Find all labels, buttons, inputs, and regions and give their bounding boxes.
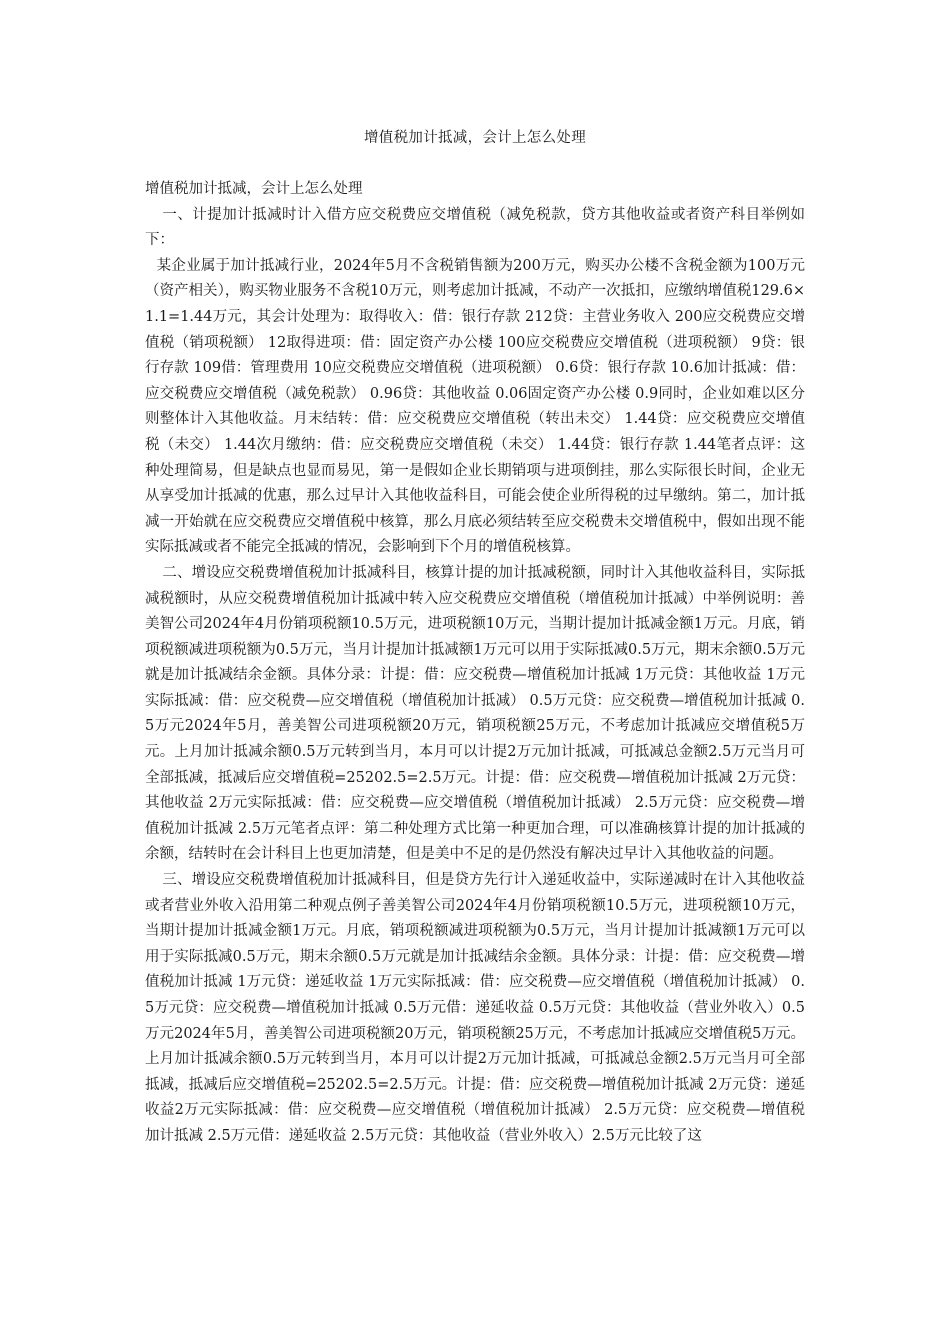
section-one-heading: 一、计提加计抵减时计入借方应交税费应交增值税（减免税款，贷方其他收益或者资产科目举例如下： xyxy=(145,206,805,249)
section-one-example: 某企业属于加计抵减行业，2024年5月不含税销售额为200万元，购买办公楼不含税金额为100万元（资产相关），购买物业服务不含税10万元，则考虑加计抵减，不动产一次抵扣，应缴纳增值税129.6×1.1=1.44万元，其会计处理为：取得收入：借：银行存款 212贷：主营业务收入 200应交税费应交增值税（销项税额） 12取得进项：借：固定资产办公楼 100应交税费应交增值税（进项税额） 9贷：银行存款 109借：管理费用 10应交税费应交增值税（进项税额） 0.6贷：银行存款 10.6加计抵减：借：应交税费应交增值税（减免税款） 0.96贷：其他收益 0.06固定资产办公楼 0.9同时，企业如难以区分则整体计入其他收益。月末结转：借：应交税费应交增值税（转出未交） 1.44贷：应交税费应交增值税（未交） 1.44次月缴纳：借：应交税费应交增值税（未交） 1.44贷：银行存款 1.44笔者点评：这种处理简易，但是缺点也显而易见，第一是假如企业长期销项与进项倒挂，那么实际很长时间，企业无从享受加计抵减的优惠，那么过早计入其他收益科目，可能会使企业所得税的过早缴纳。第二，加计抵减一开始就在应交税费应交增值税中核算，那么月底必须结转至应交税费未交增值税中，假如出现不能实际抵减或者不能完全抵减的情况，会影响到下个月的增值税核算。 xyxy=(145,257,805,556)
document-body xyxy=(145,177,805,1150)
section-two-paragraph: 二、增设应交税费增值税加计抵减科目，核算计提的加计抵减税额，同时计入其他收益科目，实际抵减税额时，从应交税费增值税加计抵减中转入应交税费应交增值税（增值税加计抵减）中举例说明：善美智公司2024年4月份销项税额10.5万元，进项税额10万元，当期计提加计抵减金额1万元。月底，销项税额减进项税额为0.5万元，当月计提加计抵减额1万元可以用于实际抵减0.5万元，期末余额0.5万元就是加计抵减结余金额。具体分录：计提：借：应交税费—增值税加计抵减 1万元贷：其他收益 1万元实际抵减：借：应交税费—应交增值税（增值税加计抵减） 0.5万元贷：应交税费—增值税加计抵减 0.5万元2024年5月，善美智公司进项税额20万元，销项税额25万元，不考虑加计抵减应交增值税5万元。上月加计抵减余额0.5万元转到当月，本月可以计提2万元加计抵减，可抵减总金额2.5万元当月可全部抵减，抵减后应交增值税=25202.5=2.5万元。计提：借：应交税费—增值税加计抵减 2万元贷：其他收益 2万元实际抵减：借：应交税费—应交增值税（增值税加计抵减） 2.5万元贷：应交税费—增值税加计抵减 2.5万元笔者点评：第二种处理方式比第一种更加合理，可以准确核算计提的加计抵减的余额，结转时在会计科目上也更加清楚，但是美中不足的是仍然没有解决过早计入其他收益的问题。 xyxy=(145,564,805,863)
section-three-paragraph: 三、增设应交税费增值税加计抵减科目，但是贷方先行计入递延收益中，实际递减时在计入其他收益或者营业外收入沿用第二种观点例子善美智公司2024年4月份销项税额10.5万元，进项税额10万元，当期计提加计抵减金额1万元。月底，销项税额减进项税额为0.5万元，当月计提加计抵减额1万元可以用于实际抵减0.5万元，期末余额0.5万元就是加计抵减结余金额。具体分录：计提：借：应交税费—增值税加计抵减 1万元贷：递延收益 1万元实际抵减：借：应交税费—应交增值税（增值税加计抵减） 0.5万元贷：应交税费—增值税加计抵减 0.5万元借：递延收益 0.5万元贷：其他收益（营业外收入）0.5万元2024年5月，善美智公司进项税额20万元，销项税额25万元，不考虑加计抵减应交增值税5万元。上月加计抵减余额0.5万元转到当月，本月可以计提2万元加计抵减，可抵减总金额2.5万元当月可全部抵减，抵减后应交增值税=25202.5=2.5万元。计提：借：应交税费—增值税加计抵减 2万元贷：递延收益2万元实际抵减：借：应交税费—应交增值税（增值税加计抵减） 2.5万元贷：应交税费—增值税加计抵减 2.5万元借：递延收益 2.5万元贷：其他收益（营业外收入）2.5万元比较了这 xyxy=(145,872,806,1144)
document-title: 增值税加计抵减，会计上怎么处理 xyxy=(364,130,586,146)
intro-heading: 增值税加计抵减，会计上怎么处理 xyxy=(145,181,363,197)
